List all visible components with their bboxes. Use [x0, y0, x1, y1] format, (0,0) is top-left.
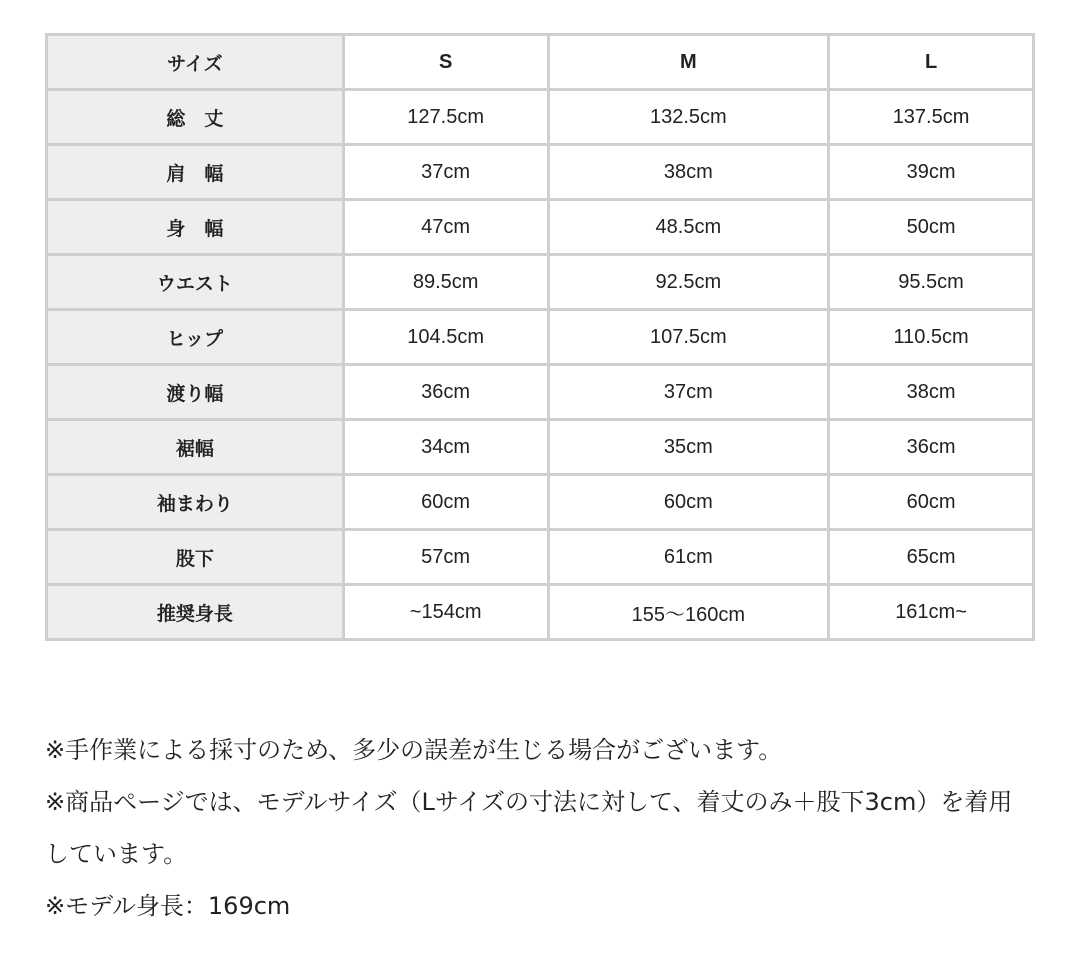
cell: 36cm: [829, 420, 1034, 475]
cell: ~154cm: [343, 585, 548, 640]
row-label: サイズ: [47, 35, 344, 90]
cell: 137.5cm: [829, 90, 1034, 145]
table-row: [47, 145, 1034, 200]
cell: 48.5cm: [548, 200, 829, 255]
cell: 65cm: [829, 530, 1034, 585]
cell: 104.5cm: [343, 310, 548, 365]
notes: [45, 724, 1035, 932]
cell: 107.5cm: [548, 310, 829, 365]
cell: 37cm: [343, 145, 548, 200]
cell: 155〜160cm: [548, 585, 829, 640]
cell: 127.5cm: [343, 90, 548, 145]
table-row: [47, 310, 1034, 365]
note-3: ※モデル身長：169cm: [45, 892, 291, 920]
cell: 60cm: [343, 475, 548, 530]
cell: M: [548, 35, 829, 90]
cell: 34cm: [343, 420, 548, 475]
cell: 36cm: [343, 365, 548, 420]
row-label: 総 丈: [47, 90, 344, 145]
cell: 60cm: [829, 475, 1034, 530]
row-label: 身 幅: [47, 200, 344, 255]
cell: 38cm: [829, 365, 1034, 420]
table-row: [47, 420, 1034, 475]
table-row: [47, 365, 1034, 420]
cell: 132.5cm: [548, 90, 829, 145]
cell: 92.5cm: [548, 255, 829, 310]
row-label: 裾幅: [47, 420, 344, 475]
cell: 110.5cm: [829, 310, 1034, 365]
header-row: [47, 35, 1034, 90]
cell: 57cm: [343, 530, 548, 585]
table-row: [47, 255, 1034, 310]
table-row: [47, 585, 1034, 640]
cell: 47cm: [343, 200, 548, 255]
table-row: [47, 530, 1034, 585]
cell: 61cm: [548, 530, 829, 585]
cell: 38cm: [548, 145, 829, 200]
size-table: [45, 33, 1035, 641]
note-2: ※商品ページでは、モデルサイズ（Lサイズの寸法に対して、着丈のみ＋股下3cm）を着用しています。: [45, 788, 1013, 868]
cell: 35cm: [548, 420, 829, 475]
cell: 95.5cm: [829, 255, 1034, 310]
table-row: [47, 200, 1034, 255]
cell: L: [829, 35, 1034, 90]
row-label: 渡り幅: [47, 365, 344, 420]
row-label: ヒップ: [47, 310, 344, 365]
row-label: 肩 幅: [47, 145, 344, 200]
cell: 60cm: [548, 475, 829, 530]
row-label: 袖まわり: [47, 475, 344, 530]
row-label: 股下: [47, 530, 344, 585]
table-row: [47, 475, 1034, 530]
cell: 89.5cm: [343, 255, 548, 310]
cell: 39cm: [829, 145, 1034, 200]
cell: 50cm: [829, 200, 1034, 255]
table-row: [47, 90, 1034, 145]
cell: 161cm~: [829, 585, 1034, 640]
row-label: ウエスト: [47, 255, 344, 310]
cell: 37cm: [548, 365, 829, 420]
note-1: ※手作業による採寸のため、多少の誤差が生じる場合がございます。: [45, 736, 783, 764]
cell: S: [343, 35, 548, 90]
row-label: 推奨身長: [47, 585, 344, 640]
